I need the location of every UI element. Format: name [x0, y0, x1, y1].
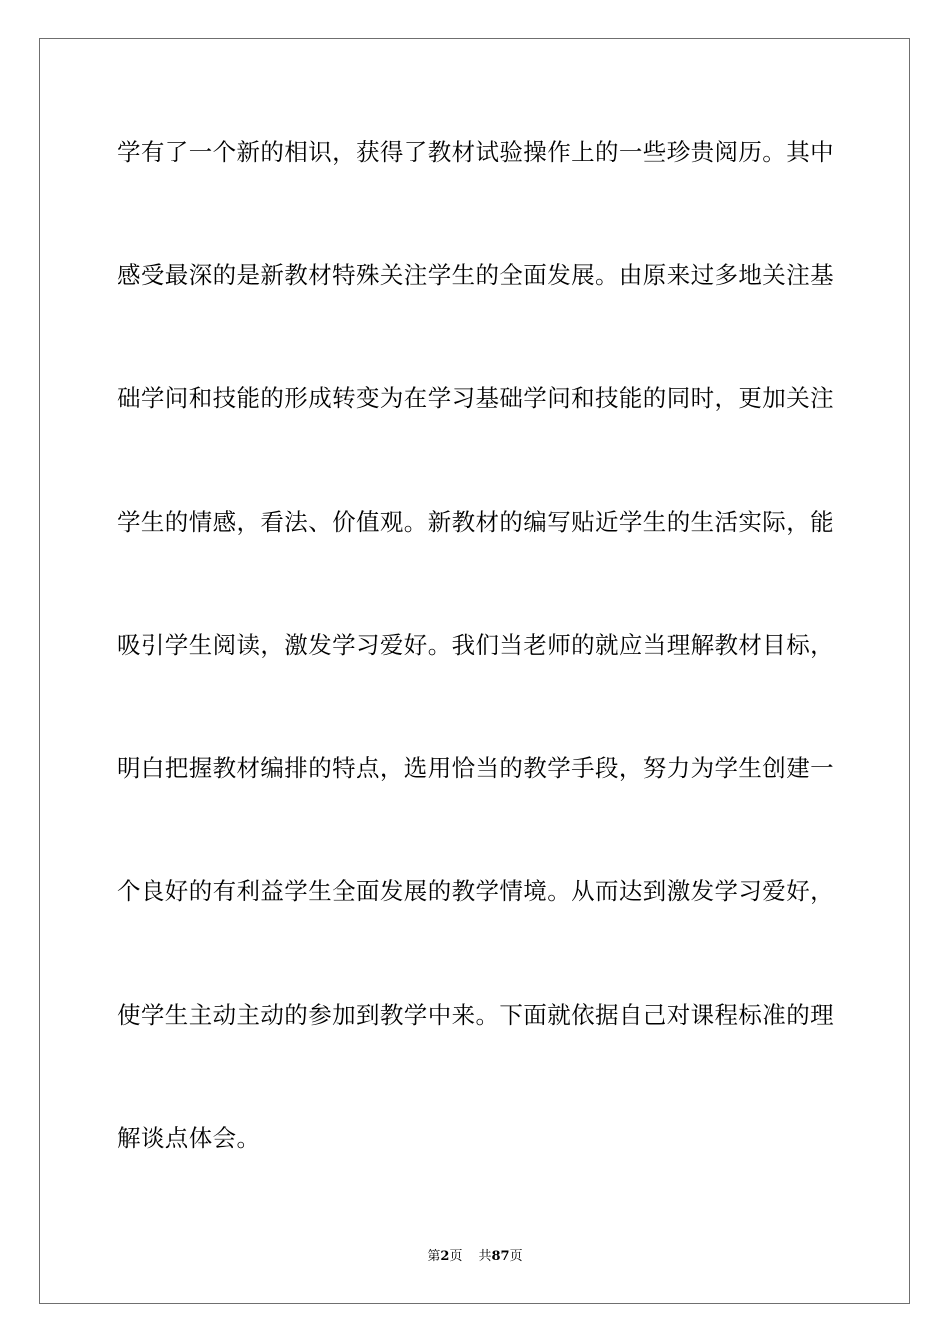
- footer-page-number: 2: [440, 1249, 450, 1264]
- footer-page-suffix: 页: [449, 1249, 463, 1264]
- body-text-line-5: 吸引学生阅读，激发学习爱好。我们当老师的就应当理解教材目标，: [117, 631, 834, 659]
- body-text-line-8: 使学生主动主动的参加到教学中来。下面就依据自己对课程标准的理: [117, 1001, 834, 1029]
- page-frame: [39, 38, 910, 1304]
- footer-total-prefix: 共: [478, 1249, 492, 1264]
- page-footer: [0, 1248, 950, 1266]
- body-text-line-1: 学有了一个新的相识，获得了教材试验操作上的一些珍贵阅历。其中: [117, 138, 834, 166]
- footer-total-suffix: 页: [509, 1249, 523, 1264]
- body-text-line-9: 解谈点体会。: [117, 1124, 261, 1152]
- footer-total-pages: 87: [491, 1249, 510, 1264]
- footer-page-prefix: 第: [427, 1249, 441, 1264]
- body-text-line-7: 个良好的有利益学生全面发展的教学情境。从而达到激发学习爱好，: [117, 877, 834, 905]
- body-text-line-6: 明白把握教材编排的特点，选用恰当的教学手段，努力为学生创建一: [117, 754, 834, 782]
- body-text-line-4: 学生的情感，看法、价值观。新教材的编写贴近学生的生活实际，能: [117, 508, 834, 536]
- body-text-line-2: 感受最深的是新教材特殊关注学生的全面发展。由原来过多地关注基: [117, 261, 834, 289]
- body-text-line-3: 础学问和技能的形成转变为在学习基础学问和技能的同时，更加关注: [117, 384, 834, 412]
